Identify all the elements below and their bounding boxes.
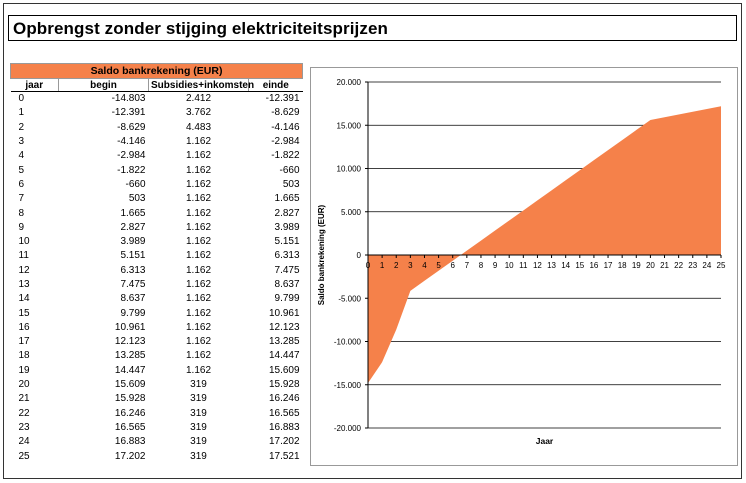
cell-begin: 12.123 [114,336,146,348]
cell-subsidies: 319 [190,393,207,405]
cell-subsidies: 1.162 [185,350,212,362]
cell-jaar: 22 [18,407,30,419]
cell-jaar: 14 [18,293,30,305]
cell-einde: 17.521 [268,450,300,462]
table-row [11,449,303,463]
cell-jaar: 19 [18,364,30,376]
cell-subsidies: 4.483 [185,121,212,133]
cell-begin: 503 [128,193,146,205]
cell-subsidies: 1.162 [185,178,212,190]
table-body [11,92,303,464]
cell-subsidies: 319 [190,407,207,419]
cell-begin: -660 [125,178,146,190]
cell-subsidies: 319 [190,421,207,433]
table-row [11,407,303,421]
x-tick-label: 20 [645,261,655,270]
cell-einde: 2.827 [274,207,300,219]
cell-einde: -2.984 [271,136,300,148]
cell-einde: -8.629 [271,107,300,119]
cell-jaar: 4 [18,150,25,162]
balance-table [10,63,303,464]
table-row [11,249,303,263]
cell-einde: 9.799 [274,293,300,305]
cell-einde: -4.146 [271,121,300,133]
x-tick-label: 9 [492,261,498,270]
cell-subsidies: 319 [190,450,207,462]
cell-jaar: 15 [18,307,30,319]
cell-jaar: 7 [18,193,25,205]
cell-begin: 3.989 [120,236,146,248]
cell-jaar: 17 [18,336,30,348]
cell-subsidies: 3.762 [185,107,212,119]
cell-begin: -2.984 [117,150,146,162]
cell-begin: 14.447 [114,364,146,376]
cell-jaar: 3 [18,136,25,148]
cell-subsidies: 2.412 [185,93,212,105]
balance-chart [311,68,737,465]
cell-jaar: 20 [18,379,30,391]
x-tick-label: 14 [561,261,571,270]
cell-jaar: 5 [18,164,25,176]
table-row [11,149,303,163]
title-box [8,15,737,41]
table-row [11,292,303,306]
x-tick-label: 24 [702,261,712,270]
chart-box [310,67,738,466]
x-tick-label: 5 [436,261,441,270]
cell-einde: 16.883 [268,421,300,433]
table-row [11,435,303,449]
col-header-begin: begin [59,79,149,92]
cell-einde: -660 [279,164,300,176]
cell-begin: 9.799 [120,307,146,319]
table-row [11,278,303,292]
x-tick-label: 6 [450,261,455,270]
cell-begin: 2.827 [120,221,146,233]
cell-begin: 8.637 [120,293,146,305]
cell-einde: 8.637 [274,279,300,290]
table-row [11,264,303,278]
x-tick-label: 23 [688,261,698,270]
cell-jaar: 16 [18,321,30,333]
cell-begin: -8.629 [117,121,146,133]
cell-subsidies: 1.162 [185,321,212,333]
cell-jaar: 23 [18,421,30,433]
x-tick-label: 2 [394,261,399,270]
cell-jaar: 9 [18,221,25,233]
x-tick-label: 7 [464,261,470,270]
x-tick-label: 16 [589,261,599,270]
x-tick-label: 15 [575,261,585,270]
cell-einde: 6.313 [274,250,300,262]
cell-jaar: 8 [18,207,25,219]
x-tick-label: 0 [365,261,371,270]
x-tick-label: 12 [532,261,542,270]
table-row [11,221,303,235]
page-title: Opbrengst zonder stijging elektriciteitsprijzen [13,19,388,38]
y-tick-label: 15.000 [336,121,361,131]
table-row [11,335,303,349]
y-tick-label: -5.000 [338,294,361,304]
cell-begin: 10.961 [114,321,146,333]
x-tick-label: 8 [478,261,484,270]
table-super-header: Saldo bankrekening (EUR) [11,64,303,79]
table-row [11,163,303,177]
cell-begin: 15.609 [114,379,146,391]
x-tick-label: 3 [408,261,413,270]
cell-einde: 10.961 [268,307,300,319]
cell-begin: -1.822 [117,164,146,176]
cell-einde: 14.447 [268,350,300,362]
cell-begin: -14.803 [111,93,146,105]
cell-jaar: 21 [18,393,30,405]
cell-subsidies: 319 [190,379,207,391]
cell-jaar: 13 [18,279,30,290]
cell-begin: -12.391 [111,107,146,119]
table-row [11,121,303,135]
balance-table-wrap [10,63,302,464]
cell-begin: 16.565 [114,421,146,433]
cell-subsidies: 1.162 [185,207,212,219]
cell-jaar: 6 [18,178,25,190]
cell-jaar: 11 [18,250,29,262]
table-row [11,364,303,378]
table-row [11,235,303,249]
y-tick-label: -10.000 [333,337,361,347]
cell-einde: -12.391 [265,93,300,105]
cell-begin: 15.928 [114,393,146,405]
cell-jaar: 25 [18,450,30,462]
cell-begin: -4.146 [117,136,146,148]
cell-subsidies: 1.162 [185,136,212,148]
x-axis-label: Jaar [535,436,554,446]
cell-jaar: 2 [18,121,25,133]
x-tick-label: 21 [660,261,669,270]
table-row [11,306,303,320]
table-row [11,106,303,120]
cell-subsidies: 1.162 [185,164,212,176]
cell-jaar: 1 [18,107,25,119]
y-tick-label: -15.000 [333,380,361,390]
cell-subsidies: 319 [190,436,207,448]
cell-jaar: 0 [18,93,25,105]
x-tick-label: 1 [379,261,385,270]
x-tick-label: 25 [716,261,726,270]
cell-einde: 12.123 [268,321,300,333]
table-row [11,321,303,335]
y-tick-label: 5.000 [340,207,361,217]
table-row [11,349,303,363]
x-tick-label: 13 [547,261,557,270]
cell-begin: 6.313 [120,264,146,276]
x-tick-label: 10 [504,261,514,270]
cell-einde: 15.609 [268,364,300,376]
cell-subsidies: 1.162 [185,264,212,276]
cell-jaar: 24 [18,436,30,448]
table-row [11,192,303,206]
cell-begin: 16.246 [114,407,146,419]
x-tick-label: 17 [603,261,613,270]
cell-einde: -1.822 [271,150,300,162]
cell-einde: 17.202 [268,436,300,448]
table-row [11,378,303,392]
cell-einde: 15.928 [268,379,300,391]
cell-subsidies: 1.162 [185,364,212,376]
col-header-einde: einde [249,79,303,92]
cell-jaar: 10 [18,236,30,248]
x-tick-label: 18 [617,261,627,270]
table-row [11,92,303,107]
table-row [11,421,303,435]
cell-begin: 1.665 [120,207,146,219]
cell-einde: 5.151 [274,236,300,248]
cell-einde: 3.989 [274,221,300,233]
cell-einde: 16.246 [268,393,300,405]
table-row [11,135,303,149]
cell-begin: 7.475 [120,279,146,290]
cell-subsidies: 1.162 [185,293,212,305]
cell-begin: 5.151 [120,250,146,262]
col-header-jaar: jaar [11,79,59,92]
x-tick-label: 11 [519,261,528,270]
y-tick-label: -20.000 [333,424,361,433]
table-row [11,206,303,220]
cell-einde: 503 [282,178,300,190]
cell-einde: 7.475 [274,264,300,276]
y-tick-label: 0 [356,251,361,260]
cell-subsidies: 1.162 [185,279,212,290]
cell-jaar: 18 [18,350,30,362]
cell-einde: 1.665 [274,193,300,205]
cell-subsidies: 1.162 [185,193,212,205]
cell-subsidies: 1.162 [185,250,212,262]
y-tick-label: 10.000 [336,164,361,174]
cell-einde: 16.565 [268,407,300,419]
cell-jaar: 12 [18,264,30,276]
x-tick-label: 19 [631,261,641,270]
cell-subsidies: 1.162 [185,236,212,248]
cell-begin: 17.202 [114,450,146,462]
cell-subsidies: 1.162 [185,150,212,162]
cell-einde: 13.285 [268,336,300,348]
table-row [11,392,303,406]
cell-begin: 13.285 [114,350,146,362]
cell-subsidies: 1.162 [185,336,212,348]
x-tick-label: 22 [674,261,684,270]
cell-subsidies: 1.162 [185,307,212,319]
cell-begin: 16.883 [114,436,146,448]
y-axis-label: Saldo bankrekening (EUR) [317,204,326,306]
table-row [11,178,303,192]
x-tick-label: 4 [422,261,427,270]
col-header-subsidies: Subsidies+inkomsten [149,79,249,92]
y-tick-label: 20.000 [336,78,361,87]
cell-subsidies: 1.162 [185,221,212,233]
